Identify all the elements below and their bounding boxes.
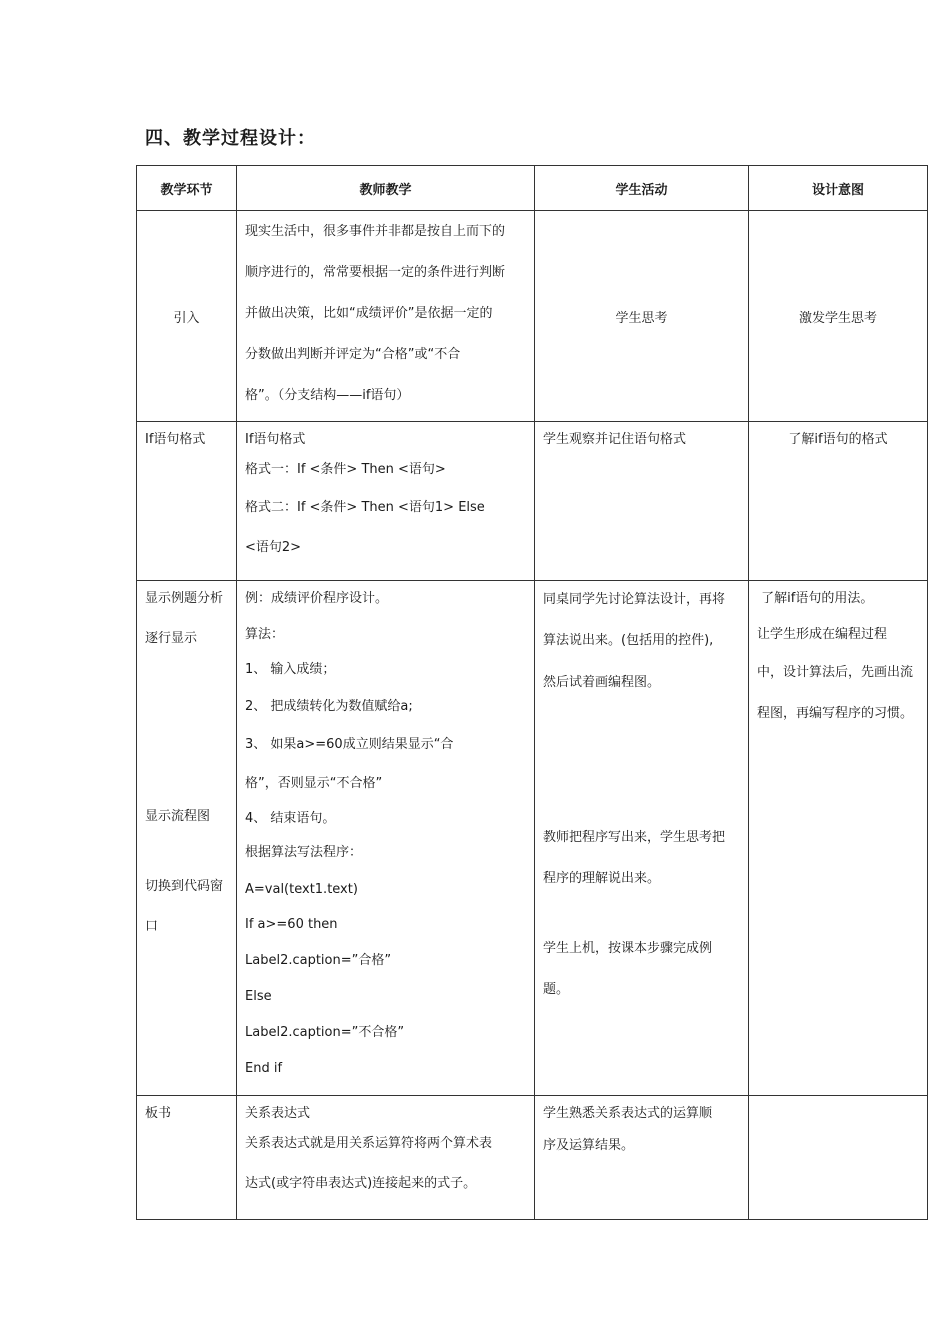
stage-line: 逐行显示 bbox=[145, 631, 198, 646]
teacher-line: 格”。（分支结构——if语句） bbox=[245, 388, 410, 403]
stage-text: 引入 bbox=[173, 310, 200, 326]
header-student: 学生活动 bbox=[535, 166, 749, 211]
teacher-line: 例：成绩评价程序设计。 bbox=[245, 591, 389, 606]
student-text: 学生观察并记住语句格式 bbox=[543, 432, 687, 447]
teacher-line: 关系表达式 bbox=[245, 1106, 311, 1121]
table-row bbox=[137, 422, 928, 581]
teacher-line: If a>=60 then bbox=[245, 917, 338, 932]
cell-stage bbox=[137, 211, 237, 422]
student-line: 题。 bbox=[543, 982, 570, 997]
teacher-line: 达式(或字符串表达式)连接起来的式子。 bbox=[245, 1176, 477, 1191]
intent-text: 了解if语句的格式 bbox=[788, 432, 888, 447]
student-line: 学生熟悉关系表达式的运算顺 bbox=[543, 1106, 713, 1121]
cell-intent bbox=[749, 581, 928, 1096]
cell-student bbox=[535, 211, 749, 422]
teacher-line: 4、 结束语句。 bbox=[245, 811, 336, 826]
teacher-line: 算法： bbox=[245, 627, 285, 642]
teacher-line: <语句2> bbox=[245, 540, 302, 555]
cell-stage bbox=[137, 422, 237, 581]
intent-line: 程图，再编写程序的习惯。 bbox=[757, 706, 914, 721]
intent-line: 中，设计算法后，先画出流 bbox=[757, 665, 914, 680]
student-text: 学生思考 bbox=[615, 310, 668, 326]
cell-intent bbox=[749, 211, 928, 422]
cell-student bbox=[535, 1096, 749, 1220]
stage-line: 显示例题分析 bbox=[145, 591, 224, 606]
intent-text: 激发学生思考 bbox=[798, 310, 877, 326]
teacher-line: 格”，否则显示“不合格” bbox=[245, 776, 383, 791]
teacher-line: 顺序进行的，常常要根据一定的条件进行判断 bbox=[245, 265, 506, 280]
table-row bbox=[137, 211, 928, 422]
cell-teacher bbox=[237, 581, 535, 1096]
teacher-line: 并做出决策，比如“成绩评价”是依据一定的 bbox=[245, 306, 493, 321]
intent-line: 让学生形成在编程过程 bbox=[757, 627, 888, 642]
table-row bbox=[137, 581, 928, 1096]
teacher-line: 1、 输入成绩； bbox=[245, 662, 336, 677]
student-line: 序及运算结果。 bbox=[543, 1138, 635, 1153]
cell-teacher bbox=[237, 1096, 535, 1220]
teacher-line: A=val(text1.text) bbox=[245, 882, 358, 897]
teacher-line: Label2.caption=”不合格” bbox=[245, 1025, 405, 1040]
teacher-line: 2、 把成绩转化为数值赋给a; bbox=[245, 699, 413, 714]
teacher-line: End if bbox=[245, 1061, 283, 1076]
header-intent: 设计意图 bbox=[749, 166, 928, 211]
stage-line: 切换到代码窗 bbox=[145, 879, 224, 894]
cell-teacher bbox=[237, 422, 535, 581]
teacher-line: 格式一：If <条件> Then <语句> bbox=[245, 462, 446, 477]
page-title: 四、教学过程设计： bbox=[145, 128, 316, 149]
student-line: 程序的理解说出来。 bbox=[543, 871, 661, 886]
header-teacher: 教师教学 bbox=[237, 166, 535, 211]
student-line: 同桌同学先讨论算法设计，再将 bbox=[543, 592, 726, 607]
cell-student bbox=[535, 422, 749, 581]
stage-line: 显示流程图 bbox=[145, 809, 211, 824]
teacher-line: 关系表达式就是用关系运算符将两个算术表 bbox=[245, 1136, 493, 1151]
student-line: 教师把程序写出来，学生思考把 bbox=[543, 830, 726, 845]
teacher-line: 分数做出判断并评定为“合格”或“不合 bbox=[245, 347, 461, 362]
stage-line: 口 bbox=[145, 919, 159, 934]
table-row bbox=[137, 1096, 928, 1220]
table-header-row bbox=[137, 166, 928, 211]
teaching-process-table bbox=[136, 165, 928, 1220]
teacher-line: 3、 如果a>=60成立则结果显示“合 bbox=[245, 737, 454, 752]
cell-teacher bbox=[237, 211, 535, 422]
cell-intent bbox=[749, 422, 928, 581]
student-line: 学生上机，按课本步骤完成例 bbox=[543, 941, 713, 956]
teacher-line: 现实生活中，很多事件并非都是按自上而下的 bbox=[245, 224, 506, 239]
teacher-line: Label2.caption=”合格” bbox=[245, 953, 392, 968]
cell-stage bbox=[137, 1096, 237, 1220]
intent-line: 了解if语句的用法。 bbox=[757, 591, 874, 606]
teacher-line: If语句格式 bbox=[245, 432, 306, 447]
header-stage: 教学环节 bbox=[137, 166, 237, 211]
cell-student bbox=[535, 581, 749, 1096]
stage-text: 板书 bbox=[145, 1106, 172, 1121]
student-line: 算法说出来。(包括用的控件), bbox=[543, 633, 714, 648]
cell-stage bbox=[137, 581, 237, 1096]
cell-intent bbox=[749, 1096, 928, 1220]
stage-text: If语句格式 bbox=[145, 432, 206, 447]
student-line: 然后试着画编程图。 bbox=[543, 675, 661, 690]
teacher-line: 根据算法写法程序： bbox=[245, 845, 363, 860]
teacher-line: Else bbox=[245, 989, 272, 1004]
teacher-line: 格式二：If <条件> Then <语句1> Else bbox=[245, 500, 485, 515]
